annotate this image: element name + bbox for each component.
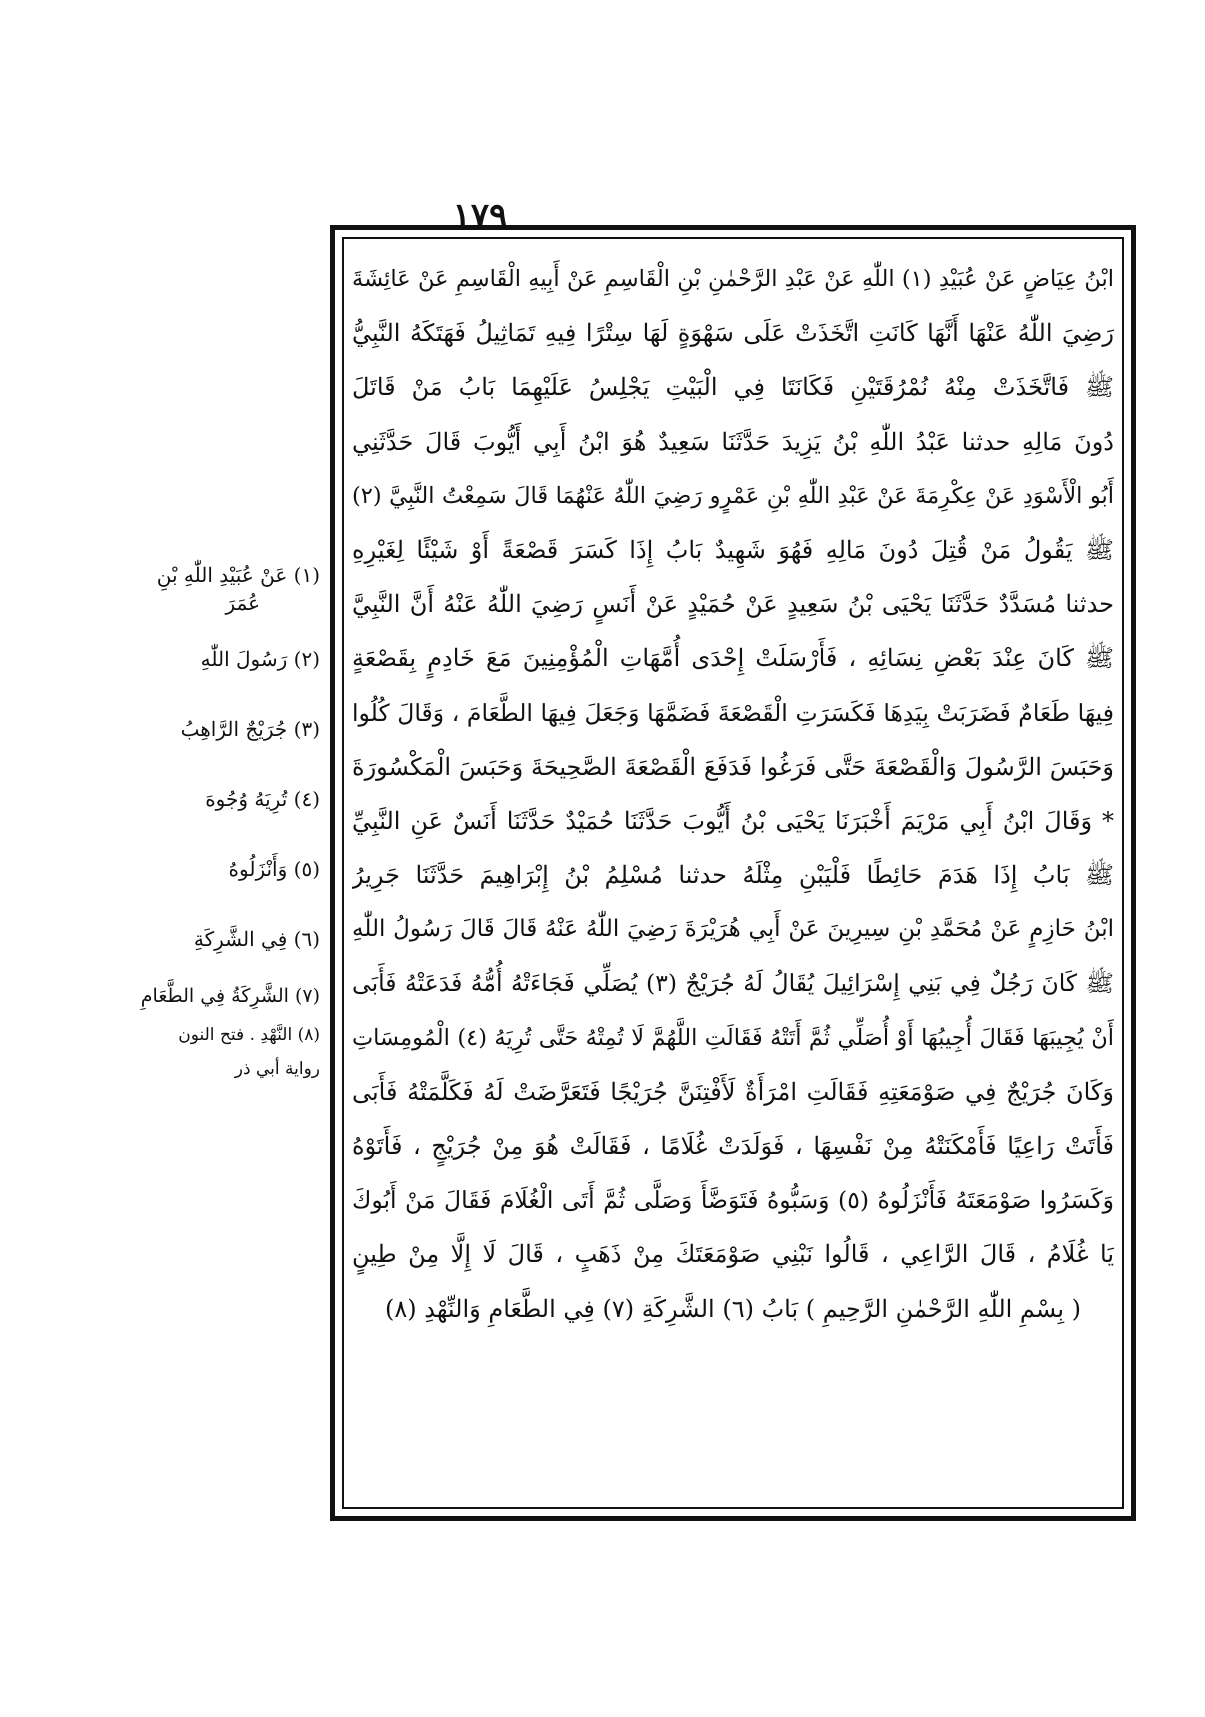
section-heading-line: ( بِسْمِ اللّٰهِ الرَّحْمٰنِ الرَّحِيمِ ) بَابُ (٦) الشَّرِكَةِ (٧) فِي الطَّعَامِ وَالنِّهْدِ (٨) — [385, 1294, 1081, 1323]
text-line: * وَقَالَ ابْنُ أَبِي مَرْيَمَ أَخْبَرَنَا يَحْيَى بْنُ أَيُّوبَ حَدَّثَنَا حُمَيْدٌ حَدَّثَنَا أَنَسٌ عَنِ النَّبِيِّ — [352, 806, 1114, 835]
text-line: وَحَبَسَ الرَّسُولَ وَالْقَصْعَةَ حَتَّى فَرَغُوا فَدَفَعَ الْقَصْعَةَ الصَّحِيحَةَ وَحَبَسَ الْمَكْسُورَةَ — [352, 752, 1114, 781]
margin-note: (٢) رَسُولَ اللّٰهِ — [200, 647, 320, 671]
page-number: ١٧٩ — [452, 196, 508, 236]
margin-note: عُمَرَ — [225, 591, 260, 615]
text-line: ﷺ بَابُ إِذَا هَدَمَ حَائِطًا فَلْيَبْنِ مِثْلَهُ حدثنا مُسْلِمُ بْنُ إِبْرَاهِيمَ حَدَّثَنَا جَرِيرُ — [352, 861, 1114, 890]
text-line: وَكَسَرُوا صَوْمَعَتَهُ فَأَنْزَلُوهُ (٥) وَسَبُّوهُ فَتَوَضَّأَ وَصَلَّى ثُمَّ أَتَى الْغُلَامَ فَقَالَ مَنْ أَبُوكَ — [352, 1186, 1114, 1215]
margin-note: (٥) وَأَنْزَلُوهُ — [228, 857, 320, 881]
text-line: أَنْ يُجِيبَهَا فَقَالَ أُجِيبُهَا أَوْ أُصَلِّي ثُمَّ أَتَتْهُ فَقَالَتِ اللَّهُمَّ لَا تُمِتْهُ حَتَّى تُرِيَهُ (٤) الْمُومِسَاتِ — [352, 1024, 1114, 1051]
margin-note: رواية أبي ذر — [234, 1059, 320, 1079]
text-line: دُونَ مَالِهِ حدثنا عَبْدُ اللّٰهِ بْنُ يَزِيدَ حَدَّثَنَا سَعِيدٌ هُوَ ابْنُ أَبِي أَيُّوبَ قَالَ حَدَّثَنِي — [352, 427, 1114, 456]
text-line: رَضِيَ اللّٰهُ عَنْهَا أَنَّهَا كَانَتِ اتَّخَذَتْ عَلَى سَهْوَةٍ لَهَا سِتْرًا فِيهِ تَمَاثِيلُ فَهَتَكَهُ النَّبِيُّ — [352, 319, 1114, 348]
main-text — [352, 252, 1114, 1502]
text-line: ﷺ كَانَ رَجُلٌ فِي بَنِي إِسْرَائِيلَ يُقَالُ لَهُ جُرَيْجٌ (٣) يُصَلِّي فَجَاءَتْهُ أُمُّهُ فَدَعَتْهُ فَأَبَى — [352, 969, 1114, 998]
margin-note: (١) عَنْ عُبَيْدِ اللّٰهِ بْنِ — [156, 563, 320, 587]
margin-notes — [140, 540, 320, 1086]
text-line: أَبُو الْأَسْوَدِ عَنْ عِكْرِمَةَ عَنْ عَبْدِ اللّٰهِ بْنِ عَمْرٍو رَضِيَ اللّٰهُ عَنْهُمَا قَالَ سَمِعْتُ النَّبِيَّ (٢) — [352, 482, 1114, 509]
margin-note: (٦) فِي الشَّرِكَةِ — [193, 927, 320, 951]
text-line: يَا غُلَامُ ، قَالَ الرَّاعِي ، قَالُوا نَبْنِي صَوْمَعَتَكَ مِنْ ذَهَبٍ ، قَالَ لَا إِلَّا مِنْ طِينٍ — [352, 1240, 1114, 1269]
text-line: ابْنُ عِيَاضٍ عَنْ عُبَيْدِ (١) اللّٰهِ عَنْ عَبْدِ الرَّحْمٰنِ بْنِ الْقَاسِمِ عَنْ أَبِيهِ الْقَاسِمِ عَنْ عَائِشَةَ — [352, 266, 1114, 292]
text-line: ﷺ فَاتَّخَذَتْ مِنْهُ نُمْرُقَتَيْنِ فَكَانَتَا فِي الْبَيْتِ يَجْلِسُ عَلَيْهِمَا بَابُ مَنْ قَاتَلَ — [352, 373, 1114, 402]
text-line: ابْنُ حَازِمٍ عَنْ مُحَمَّدِ بْنِ سِيرِينَ عَنْ أَبِي هُرَيْرَةَ رَضِيَ اللّٰهُ عَنْهُ قَالَ قَالَ رَسُولُ اللّٰهِ — [352, 916, 1114, 943]
text-line: حدثنا مُسَدَّدٌ حَدَّثَنَا يَحْيَى بْنُ سَعِيدٍ عَنْ حُمَيْدٍ عَنْ أَنَسٍ رَضِيَ اللّٰهُ عَنْهُ أَنَّ النَّبِيَّ — [352, 590, 1114, 619]
text-line: ﷺ كَانَ عِنْدَ بَعْضِ نِسَائِهِ ، فَأَرْسَلَتْ إِحْدَى أُمَّهَاتِ الْمُؤْمِنِينَ مَعَ خَادِمٍ بِقَصْعَةٍ — [352, 644, 1114, 673]
text-line: فَأَتَتْ رَاعِيًا فَأَمْكَنَتْهُ مِنْ نَفْسِهَا ، فَوَلَدَتْ غُلَامًا ، فَقَالَتْ هُوَ مِنْ جُرَيْجٍ ، فَأَتَوْهُ — [352, 1132, 1114, 1160]
text-line: ﷺ يَقُولُ مَنْ قُتِلَ دُونَ مَالِهِ فَهُوَ شَهِيدٌ بَابُ إِذَا كَسَرَ قَصْعَةً أَوْ شَيْئًا لِغَيْرِهِ — [352, 535, 1114, 564]
margin-note: (٨) النَّهْدِ . فتح النون — [178, 1025, 320, 1045]
margin-note: (٧) الشَّرِكَةُ فِي الطَّعَامِ — [140, 985, 320, 1007]
text-line: وَكَانَ جُرَيْجٌ فِي صَوْمَعَتِهِ فَقَالَتِ امْرَأَةٌ لَأَفْتِنَنَّ جُرَيْجًا فَتَعَرَّضَتْ لَهُ فَكَلَّمَتْهُ فَأَبَى — [352, 1077, 1114, 1106]
text-line: فِيهَا طَعَامٌ فَضَرَبَتْ بِيَدِهَا فَكَسَرَتِ الْقَصْعَةَ فَضَمَّهَا وَجَعَلَ فِيهَا الطَّعَامَ ، وَقَالَ كُلُوا — [352, 698, 1114, 727]
margin-note: (٣) جُرَيْجٌ الرَّاهِبُ — [180, 717, 320, 741]
margin-note: (٤) تُرِيَهُ وُجُوهَ — [205, 787, 320, 811]
